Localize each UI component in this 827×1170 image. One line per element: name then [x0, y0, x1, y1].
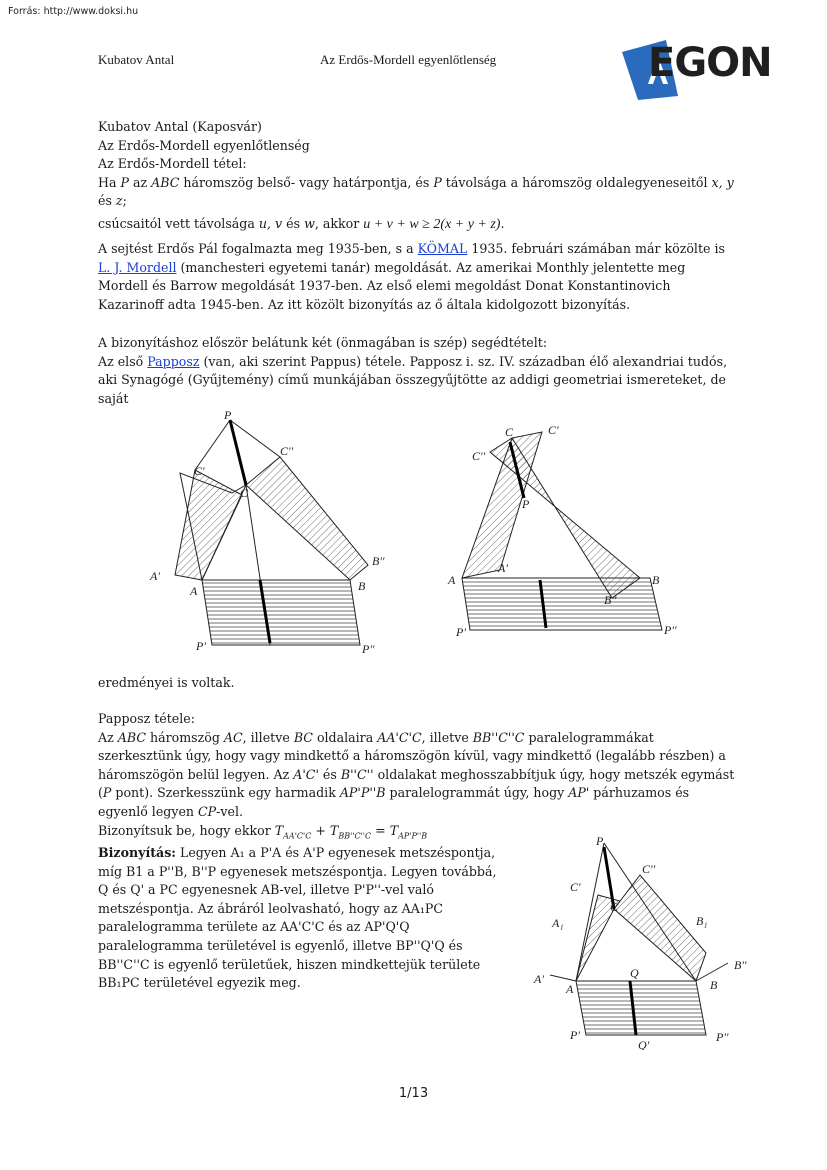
svg-text:C': C'	[194, 464, 205, 478]
svg-text:P'': P''	[716, 1030, 729, 1044]
lemma-intro-paragraph: A bizonyításhoz először belátunk két (önmagában is szép) segédtételt: Az első Papposz (van, aki szerint Pappus) tétele. Papposz i. sz. IV. században élő alexandriai tudós, aki Synagógé (Gyűjtemény) című munkájában összegyűjtötte az addigi geometriai ismereteket, de saját	[98, 335, 728, 406]
svg-text:C: C	[240, 486, 249, 500]
proof-text: Legyen A₁ a P'A és A'P egyenesek metszéspontja, míg B1 a P''B, B''P egyenesek metszéspontja. Legyen továbbá, Q és Q' a PC egyenesnek AB-vel, illetve P'P''-vel való metszéspontja. Az ábráról leolvasható, hogy az AA₁PC paralelogramma területe az AA'C'C és az AP'Q'Q paralelogramma területével is egyenlő, illetve BP''Q'Q és BB''C''C is egyenlő területűek, hiszen mindkettejük területe BB₁PC területével egyezik meg.	[98, 845, 497, 991]
svg-text:P': P'	[456, 625, 466, 639]
pappus-theorem-block	[98, 710, 738, 846]
svg-text:C'': C''	[280, 444, 294, 458]
after-figure-text: eredményei is voltak.	[98, 675, 235, 690]
svg-text:P: P	[596, 835, 604, 848]
svg-text:P'': P''	[362, 642, 375, 656]
intro-line-1: Kubatov Antal (Kaposvár)	[98, 119, 262, 134]
erdos-mordell-formula: u + v + w ≥ 2(x + y + z)	[363, 216, 501, 232]
svg-text:A': A'	[498, 561, 508, 575]
svg-text:B'': B''	[734, 958, 747, 972]
svg-text:P: P	[522, 497, 530, 511]
svg-text:Q': Q'	[638, 1038, 650, 1050]
logo-text: EGON	[648, 40, 772, 86]
proof-paragraph	[98, 844, 508, 993]
proof-label: Bizonyítás:	[98, 845, 176, 860]
svg-text:P: P	[224, 408, 232, 422]
pappus-figure-1	[140, 405, 410, 660]
pappus-figure-2	[440, 420, 690, 645]
header-author: Kubatov Antal	[98, 52, 175, 67]
svg-text:B: B	[652, 573, 660, 587]
svg-text:A': A'	[150, 569, 160, 583]
intro-line-3: Az Erdős-Mordell tétel:	[98, 156, 247, 172]
svg-text:C: C	[610, 900, 619, 914]
svg-text:A₁: A₁	[552, 916, 564, 930]
papposz-link[interactable]: Papposz	[147, 353, 200, 369]
page-number: 1/13	[398, 1086, 429, 1101]
pappus-title: Papposz tétele:	[98, 711, 195, 726]
pappus-statement: Az ABC háromszög AC, illetve BC oldalaira AA'C'C, illetve BB''C''C paralelogrammákat szerkesztünk úgy, hogy vagy mindkettő a háromszögön kívül, vagy mindkettő (legalább részben) a háromszögön belül legyen. Az A'C' és B''C'' oldalakat meghosszabbítjuk úgy, hogy metszék egymást (P pont). Szerkesszünk egy harmadik AP'P''B paralelogrammát úgy, hogy AP' párhuzamos és egyenlő legyen CP-vel.	[98, 729, 735, 819]
svg-text:A: A	[448, 573, 456, 587]
svg-text:A: A	[190, 584, 198, 598]
svg-text:C': C'	[570, 880, 581, 894]
svg-text:P'': P''	[664, 623, 677, 637]
mordell-link[interactable]: L. J. Mordell	[98, 259, 177, 275]
svg-text:C': C'	[548, 423, 559, 437]
intro-line-2: Az Erdős-Mordell egyenlőtlenség	[98, 137, 310, 153]
svg-text:P': P'	[196, 639, 206, 653]
svg-text:C'': C''	[472, 449, 486, 463]
svg-text:Q: Q	[630, 966, 639, 980]
svg-text:B: B	[710, 978, 718, 992]
svg-text:B: B	[358, 579, 366, 593]
svg-text:B₁: B₁	[696, 914, 708, 928]
aegon-logo	[620, 38, 790, 98]
pappus-claim: Bizonyítsuk be, hogy ekkor $T_{AA'C'C} + T_{BB''C''C} = T_{AP'P''B}$	[98, 822, 428, 841]
svg-text:B'': B''	[372, 554, 385, 568]
svg-text:A: A	[566, 982, 574, 996]
source-line: Forrás: http://www.doksi.hu	[8, 6, 139, 17]
komal-link[interactable]: KÖMAL	[417, 241, 468, 256]
svg-text:B'': B''	[604, 593, 617, 607]
svg-text:A': A'	[534, 972, 544, 986]
intro-line-5: csúcsaitól vett távolsága u, v és w, akkor u + v + w ≥ 2(x + y + z).	[98, 215, 505, 232]
svg-text:P': P'	[570, 1028, 580, 1042]
history-paragraph: A sejtést Erdős Pál fogalmazta meg 1935-ben, s a KÖMAL 1935. februári számában már közölte is L. J. Mordell (manchesteri egyetemi tanár) megoldását. Az amerikai Monthly jelentette meg Mordell és Barrow megoldását 1937-ben. Az első elemi megoldást Donat Konstantinovich Kazarinoff adta 1945-ben. Az itt közölt bizonyítás az ő általa kidolgozott bizonyítás.	[98, 241, 725, 312]
intro-line-4: Ha P az ABC háromszög belső- vagy határpontja, és P távolsága a háromszög oldalegyeneseitől x, y és z;	[98, 174, 734, 209]
svg-text:C: C	[505, 425, 514, 439]
intro-block	[98, 118, 738, 235]
header-title: Az Erdős-Mordell egyenlőtlenség	[320, 52, 497, 67]
pappus-figure-3	[528, 835, 788, 1050]
svg-text:C'': C''	[642, 862, 656, 876]
